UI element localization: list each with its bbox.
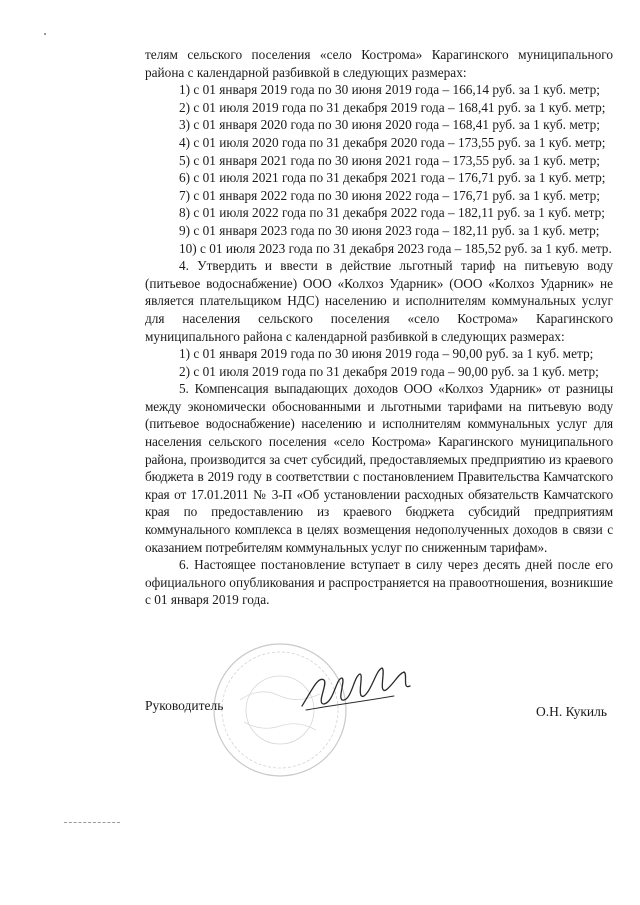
tariff-item: 10) с 01 июля 2023 года по 31 декабря 2023 года – 185,52 руб. за 1 куб. метр. [179,240,612,256]
signature-block [145,690,615,730]
tariff-item: 5) с 01 января 2021 года по 30 июня 2021 года – 173,55 руб. за 1 куб. метр; [179,152,600,168]
tariff-list-preferential [145,345,613,380]
tariff-item: 4) с 01 июля 2020 года по 31 декабря 2020 года – 173,55 руб. за 1 куб. метр; [179,134,606,150]
tariff-item: 1) с 01 января 2019 года по 30 июня 2019 года – 90,00 руб. за 1 куб. метр; [179,346,594,362]
tariff-item: 8) с 01 июля 2022 года по 31 декабря 2022 года – 182,11 руб. за 1 куб. метр; [179,205,605,221]
document-body [145,46,613,609]
tariff-item: 2) с 01 июля 2019 года по 31 декабря 2019 года – 90,00 руб. за 1 куб. метр; [179,363,599,379]
footer-divider [64,822,120,823]
paragraph-6: 6. Настоящее постановление вступает в силу через десять дней после его официального опубликования и распространяется на правоотношения, возникшие с 01 января 2019 года. [145,557,613,608]
tariff-list-main [145,81,613,257]
paragraph-5: 5. Компенсация выпадающих доходов ООО «Колхоз Ударник» от разницы между экономически обоснованными и льготными тарифами на питьевую воду (питьевое водоснабжение) населению и исполнителям коммунальных услуг для населения сельского поселения «село Кострома» Карагинского муниципального района, производится за счет субсидий, предоставляемых предприятию из краевого бюджета в 2019 году в соответствии с постановлением Правительства Камчатского края от 17.01.2011 № 3-П «Об установлении расходных обязательств Камчатского края по предоставлению из краевого бюджета субсидий предприятиям коммунального комплекса в целях возмещения недополученных доходов в связи с оказанием потребителям коммунальных услуг по сниженным тарифам». [145,381,613,555]
tariff-item: 6) с 01 июля 2021 года по 31 декабря 2021 года – 176,71 руб. за 1 куб. метр; [179,170,606,186]
signatory-name: О.Н. Кукиль [535,704,607,719]
tariff-item: 7) с 01 января 2022 года по 30 июня 2022 года – 176,71 руб. за 1 куб. метр; [179,187,600,203]
paragraph-4: 4. Утвердить и ввести в действие льготный тариф на питьевую воду (питьевое водоснабжение) ООО «Колхоз Ударник» (ООО «Колхоз Ударник» не является плательщиком НДС) населению и исполнителям коммунальных услуг для населения сельского поселения «село Кострома» Карагинского муниципального района с календарной разбивкой в следующих размерах: [145,258,613,344]
scan-mark [44,33,46,35]
tariff-item: 2) с 01 июля 2019 года по 31 декабря 2019 года – 168,41 руб. за 1 куб. метр; [179,99,606,115]
signatory-title: Руководитель [145,698,224,713]
intro-paragraph: телям сельского поселения «село Кострома» Карагинского муниципального района с календарной разбивкой в следующих размерах: [145,47,613,80]
tariff-item: 1) с 01 января 2019 года по 30 июня 2019 года – 166,14 руб. за 1 куб. метр; [179,82,600,98]
tariff-item: 9) с 01 января 2023 года по 30 июня 2023 года – 182,11 руб. за 1 куб. метр; [179,222,600,238]
tariff-item: 3) с 01 января 2020 года по 30 июня 2020 года – 168,41 руб. за 1 куб. метр; [179,117,600,133]
